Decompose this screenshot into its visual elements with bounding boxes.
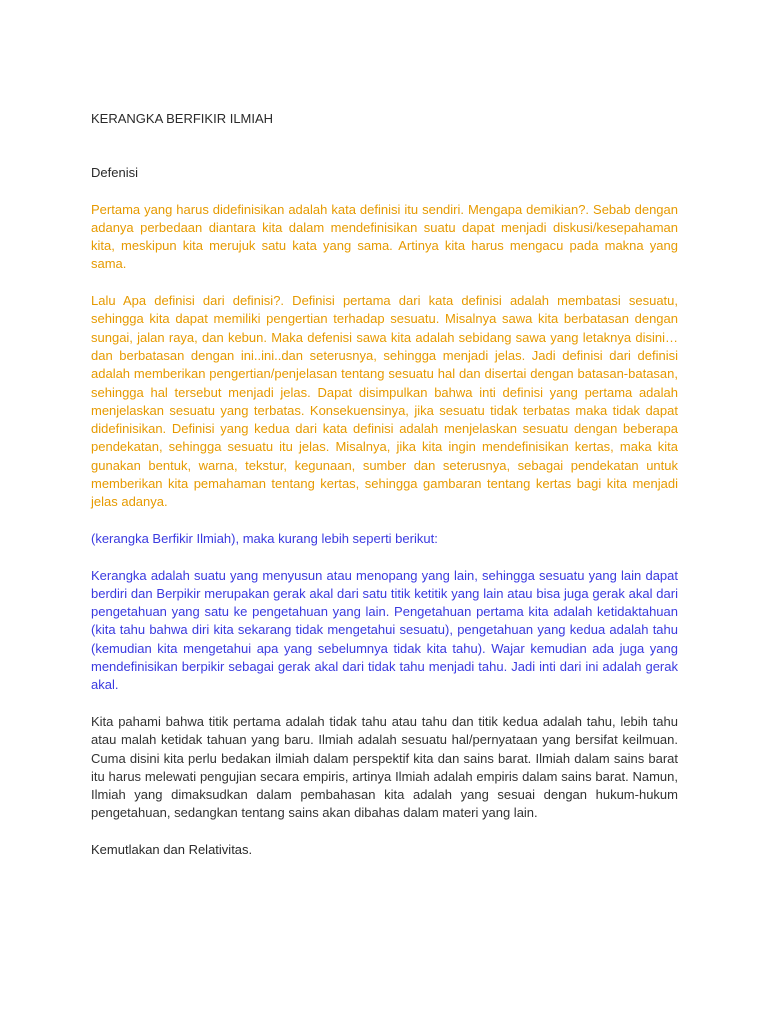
paragraph-2: Lalu Apa definisi dari definisi?. Definisi pertama dari kata definisi adalah membatasi sesuatu, sehingga kita dapat memiliki pengertian terhadap sesuatu. Misalnya sawa kita berbatasan dengan sungai, jalan raya, dan kebun. Maka defenisi sawa kita adalah sebidang sawa yang letaknya disini…dan berbatasan dengan ini..ini..dan seterusnya, sehingga menjadi jelas. Jadi definisi dari definisi adalah memberikan pengertian/penjelasan tentang sesuatu hal dan disertai dengan batasan-batasan, sehingga hal tersebut menjadi jelas. Dapat disimpulkan bahwa inti definisi yang pertama adalah menjelaskan sesuatu yang terbatas. Konsekuensinya, jika sesuatu tidak terbatas maka tidak dapat didefinisikan. Definisi yang kedua dari kata definisi adalah menjelaskan sesuatu dengan beberapa pendekatan, sehingga sesuatu itu jelas. Misalnya, jika kita ingin mendefinisikan kertas, maka kita gunakan bentuk, warna, tekstur, kegunaan, sumber dan seterusnya, sebagai pendekatan untuk memberikan kita pemahaman tentang kertas, sehingga gambaran tentang kertas bagi kita menjadi jelas adanya. [91, 293, 678, 510]
section-heading-kemutlakan: Kemutlakan dan Relativitas. [91, 841, 253, 857]
section-heading-defenisi: Defenisi [91, 165, 138, 181]
document-page [91, 110, 678, 859]
paragraph-1: Pertama yang harus didefinisikan adalah kata definisi itu sendiri. Mengapa demikian?. Sebab dengan adanya perbedaan diantara kita dalam mendefinisikan suatu dapat menjadi diskusi/kesepahaman kita, meskipun kita merujuk satu kata yang sama. Artinya kita harus mengacu pada makna yang sama. [91, 201, 678, 272]
paragraph-5: Kita pahami bahwa titik pertama adalah tidak tahu atau tahu dan titik kedua adalah tahu, lebih tahu atau malah ketidak tahuan yang baru. Ilmiah adalah sesuatu hal/pernyataan yang bersifat keilmuan. Cuma disini kita perlu bedakan ilmiah dalam perspektif kita dan sains barat. Ilmiah dalam sains barat itu harus melewati pengujian secara empiris, artinya Ilmiah adalah empiris dalam sains barat. Namun, Ilmiah yang dimaksudkan dalam pembahasan kita adalah yang sesuai dengan hukum-hukum pengetahuan, sedangkan tentang sains akan dibahas dalam materi yang lain. [91, 713, 678, 821]
paragraph-4: Kerangka adalah suatu yang menyusun atau menopang yang lain, sehingga sesuatu yang lain dapat berdiri dan Berpikir merupakan gerak akal dari satu titik ketitik yang lain atau bisa juga gerak akal dari pengetahuan yang satu ke pengetahuan yang lain. Pengetahuan pertama kita adalah ketidaktahuan (kita tahu bahwa diri kita sekarang tidak mengetahui sesuatu), pengetahuan yang kedua adalah tahu (kemudian kita mengetahui apa yang sebelumnya tidak kita tahu). Wajar kemudian ada juga yang mendefinisikan berpikir sebagai gerak akal dari tidak tahu menjadi tahu. Jadi inti dari ini adalah gerak akal. [91, 567, 678, 693]
paragraph-3: (kerangka Berfikir Ilmiah), maka kurang lebih seperti berikut: [91, 530, 438, 546]
document-title: KERANGKA BERFIKIR ILMIAH [91, 111, 274, 126]
